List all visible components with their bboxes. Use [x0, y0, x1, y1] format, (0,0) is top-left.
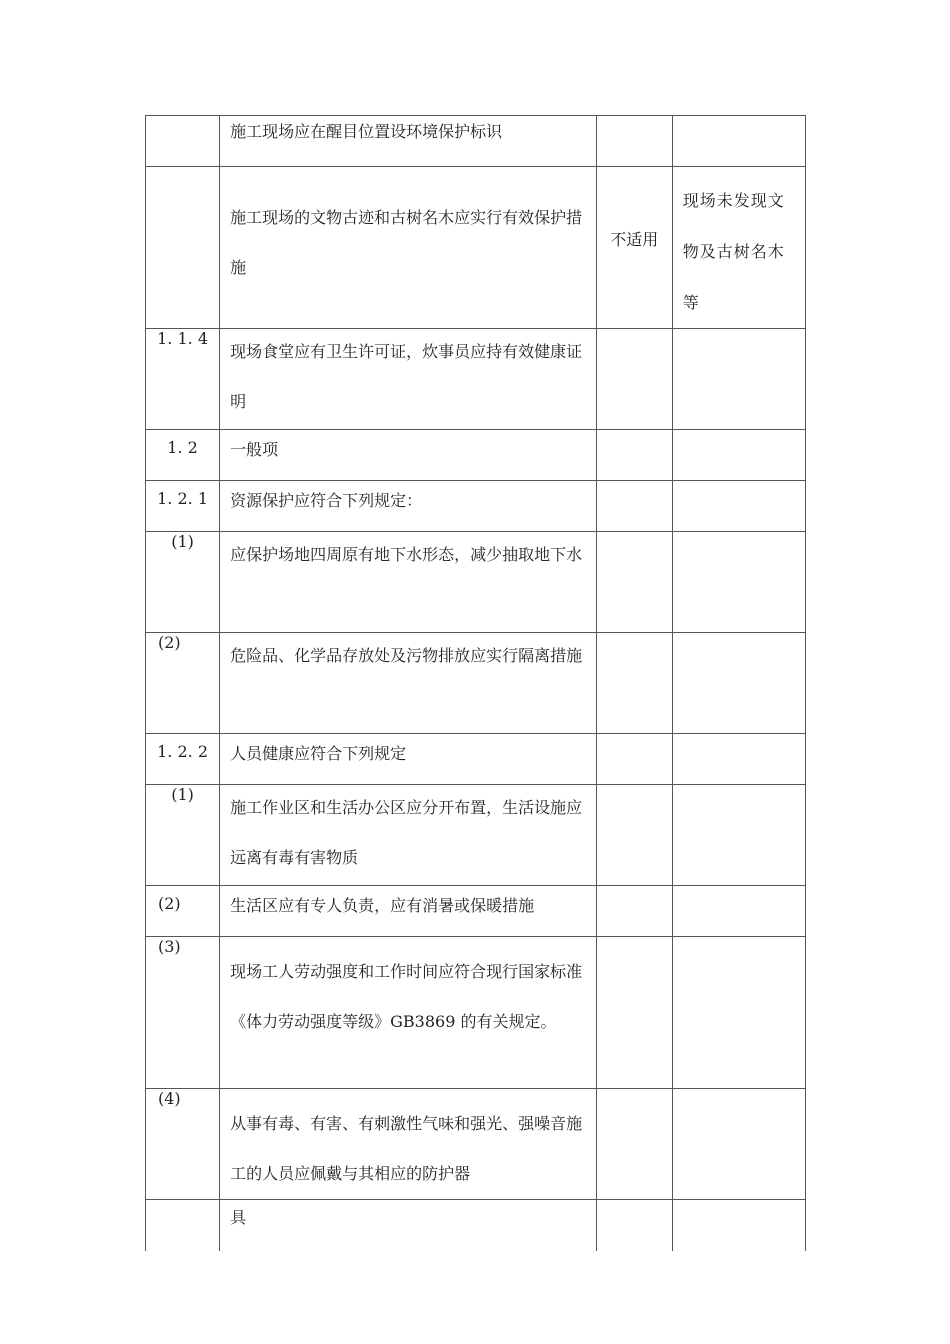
table-row [146, 633, 806, 734]
item-text-cell: 现场工人劳动强度和工作时间应符合现行国家标准《体力劳动强度等级》GB3869 的有关规定。 [220, 937, 597, 1089]
table-row [146, 1200, 806, 1251]
status-cell [596, 633, 672, 734]
remark-cell [672, 886, 805, 937]
item-number-cell: 1. 2. 1 [146, 481, 220, 532]
status-cell [596, 785, 672, 886]
remark-cell [672, 1089, 805, 1200]
item-number-cell: (3) [146, 937, 220, 1089]
status-cell [596, 329, 672, 430]
item-number-cell [146, 116, 220, 167]
item-number-cell: (2) [146, 886, 220, 937]
status-cell [596, 116, 672, 167]
remark-cell [672, 532, 805, 633]
status-cell [596, 430, 672, 481]
remark-cell [672, 481, 805, 532]
item-text-cell: 资源保护应符合下列规定： [220, 481, 597, 532]
item-number-cell: (4) [146, 1089, 220, 1200]
table-row [146, 785, 806, 886]
item-text-cell: 应保护场地四周原有地下水形态，减少抽取地下水 [220, 532, 597, 633]
item-text-cell: 具 [220, 1200, 597, 1251]
remark-cell [672, 937, 805, 1089]
remark-cell [672, 116, 805, 167]
item-text-cell: 从事有毒、有害、有刺激性气味和强光、强噪音施工的人员应佩戴与其相应的防护器 [220, 1089, 597, 1200]
remark-cell [672, 1200, 805, 1251]
item-text-cell: 人员健康应符合下列规定 [220, 734, 597, 785]
item-text-cell: 施工现场应在醒目位置设环境保护标识 [220, 116, 597, 167]
item-number-cell: 1. 2. 2 [146, 734, 220, 785]
item-number-cell: 1. 1. 4 [146, 329, 220, 430]
item-number-cell [146, 1200, 220, 1251]
item-text-cell: 一般项 [220, 430, 597, 481]
remark-cell [672, 633, 805, 734]
status-cell [596, 1200, 672, 1251]
status-cell [596, 1089, 672, 1200]
item-text-cell: 生活区应有专人负责，应有消暑或保暖措施 [220, 886, 597, 937]
table-row [146, 116, 806, 167]
status-cell [596, 886, 672, 937]
remark-cell: 现场未发现文物及古树名木等 [672, 167, 805, 329]
remark-cell [672, 430, 805, 481]
table-row [146, 532, 806, 633]
table-row [146, 886, 806, 937]
table-row [146, 937, 806, 1089]
status-cell [596, 734, 672, 785]
item-text-cell: 危险品、化学品存放处及污物排放应实行隔离措施 [220, 633, 597, 734]
status-cell [596, 937, 672, 1089]
inspection-table [145, 115, 806, 1251]
status-cell [596, 532, 672, 633]
table-row [146, 167, 806, 329]
remark-cell [672, 785, 805, 886]
table-row [146, 1089, 806, 1200]
remark-cell [672, 329, 805, 430]
item-number-cell: (1) [146, 785, 220, 886]
table-row [146, 430, 806, 481]
table-row [146, 329, 806, 430]
item-text-cell: 施工现场的文物古迹和古树名木应实行有效保护措施 [220, 167, 597, 329]
item-text-cell: 现场食堂应有卫生许可证，炊事员应持有效健康证明 [220, 329, 597, 430]
item-text-cell: 施工作业区和生活办公区应分开布置，生活设施应远离有毒有害物质 [220, 785, 597, 886]
item-number-cell: (1) [146, 532, 220, 633]
status-cell [596, 481, 672, 532]
item-number-cell: 1. 2 [146, 430, 220, 481]
item-number-cell: (2) [146, 633, 220, 734]
status-cell: 不适用 [596, 167, 672, 329]
item-number-cell [146, 167, 220, 329]
remark-cell [672, 734, 805, 785]
